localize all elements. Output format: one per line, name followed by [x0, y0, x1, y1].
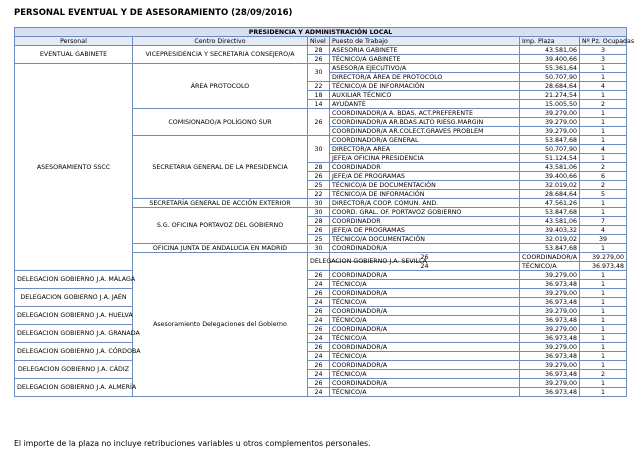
ocupadas-cell: 1 [580, 325, 627, 334]
ocupadas-cell: 4 [580, 82, 627, 91]
nivel-cell: 25 [308, 181, 330, 190]
ocupadas-cell: 1 [580, 109, 627, 118]
puesto-cell: COORDINADOR/A GENERAL [330, 136, 520, 145]
centro-cell: DELEGACION GOBIERNO J.A. SEVILLA [308, 253, 330, 271]
importe-cell: 39.279,00 [580, 253, 627, 262]
importe-cell: 28.684,64 [520, 190, 580, 199]
importe-cell: 36.973,48 [520, 280, 580, 289]
nivel-cell: 26 [308, 325, 330, 334]
nivel-cell: 22 [308, 190, 330, 199]
puesto-cell: JEFE/A DE PROGRAMAS [330, 226, 520, 235]
puesto-cell: COORDINADOR/A [520, 253, 580, 262]
importe-cell: 28.684,64 [520, 82, 580, 91]
col-header-personal: Personal [15, 37, 133, 46]
importe-cell: 39.279,00 [520, 379, 580, 388]
ocupadas-cell: 5 [580, 190, 627, 199]
ocupadas-cell: 1 [580, 316, 627, 325]
ocupadas-cell: 2 [580, 163, 627, 172]
ocupadas-cell: 2 [580, 370, 627, 379]
nivel-cell: 26 [308, 226, 330, 235]
importe-cell: 47.561,26 [520, 199, 580, 208]
puesto-cell: COORDINADOR [330, 163, 520, 172]
centro-cell: DELEGACION GOBIERNO J.A. JAÉN [15, 289, 133, 307]
ocupadas-cell: 1 [580, 334, 627, 343]
ocupadas-cell: 39 [580, 235, 627, 244]
ocupadas-cell: 1 [580, 244, 627, 253]
ocupadas-cell: 7 [580, 217, 627, 226]
importe-cell: 36.973,48 [520, 388, 580, 397]
centro-cell: SECRETARÍA GENERAL DE ACCIÓN EXTERIOR [133, 199, 308, 208]
personal-cell: EVENTUAL GABINETE [15, 46, 133, 64]
puesto-cell: COORDINADOR/A AR.COLECT.GRAVES PROBLEM [330, 127, 520, 136]
importe-cell: 43.581,06 [520, 46, 580, 55]
ocupadas-cell: 4 [580, 145, 627, 154]
table-row [15, 64, 627, 73]
importe-cell: 53.847,68 [520, 136, 580, 145]
nivel-cell: 26 [308, 109, 330, 136]
importe-cell: 39.279,00 [520, 361, 580, 370]
ocupadas-cell: 1 [580, 91, 627, 100]
puesto-cell: TÉCNICO/A [330, 370, 520, 379]
section-header-row [15, 28, 627, 37]
ocupadas-cell: 1 [580, 352, 627, 361]
puesto-cell: TÉCNICO/A [330, 280, 520, 289]
section-title: PRESIDENCIA Y ADMINISTRACIÓN LOCAL [15, 28, 627, 37]
table-row [15, 271, 627, 280]
table-row [15, 325, 627, 334]
puesto-cell: COORDINADOR/A [330, 271, 520, 280]
centro-cell: DELEGACION GOBIERNO J.A. ALMERÍA [15, 379, 133, 397]
puesto-cell: TÉCNICO/A DOCUMENTACIÓN [330, 235, 520, 244]
nivel-cell: 24 [308, 280, 330, 289]
nivel-cell: 24 [330, 262, 520, 271]
importe-cell: 32.019,02 [520, 181, 580, 190]
puesto-cell: COORD. GRAL. OF. PORTAVOZ GOBIERNO [330, 208, 520, 217]
puesto-cell: COORDINADOR/A AR.BDAS.ALTO RIESG.MARGIN [330, 118, 520, 127]
importe-cell: 43.581,06 [520, 163, 580, 172]
ocupadas-cell: 1 [580, 127, 627, 136]
importe-cell: 36.973,48 [520, 316, 580, 325]
puesto-cell: COORDINADOR/A [330, 325, 520, 334]
puesto-cell: JEFE/A OFICINA PRESIDENCIA [330, 154, 520, 163]
col-header-centro: Centro Directivo [133, 37, 308, 46]
centro-cell: DELEGACION GOBIERNO J.A. CÓRDOBA [15, 343, 133, 361]
importe-cell: 39.400,66 [520, 55, 580, 64]
positions-table [14, 27, 635, 397]
col-header-puesto: Puesto de Trabajo [330, 37, 520, 46]
nivel-cell: 26 [308, 343, 330, 352]
puesto-cell: TÉCNICO/A [330, 388, 520, 397]
nivel-cell: 22 [308, 82, 330, 91]
ocupadas-cell: 1 [580, 343, 627, 352]
ocupadas-cell: 2 [580, 181, 627, 190]
puesto-cell: ASESOR/A EJECUTIVO/A [330, 64, 520, 73]
nivel-cell: 26 [330, 253, 520, 262]
puesto-cell: TÉCNICO/A [330, 298, 520, 307]
importe-cell: 39.279,00 [520, 109, 580, 118]
importe-cell: 15.005,50 [520, 100, 580, 109]
ocupadas-cell: 1 [580, 136, 627, 145]
table-row [15, 343, 627, 352]
importe-cell: 36.973,48 [520, 352, 580, 361]
nivel-cell: 30 [308, 244, 330, 253]
ocupadas-cell: 2 [580, 100, 627, 109]
puesto-cell: JEFE/A DE PROGRAMAS [330, 172, 520, 181]
nivel-cell: 24 [308, 352, 330, 361]
importe-cell: 39.279,00 [520, 325, 580, 334]
ocupadas-cell: 3 [580, 46, 627, 55]
ocupadas-cell: 1 [580, 379, 627, 388]
ocupadas-cell: 1 [580, 361, 627, 370]
puesto-cell: COORDINADOR/A A. BDAS. ACT.PREFERENTE [330, 109, 520, 118]
puesto-cell: TÉCNICO/A [520, 262, 580, 271]
centro-cell: S.G. OFICINA PORTAVOZ DEL GOBIERNO [133, 208, 308, 244]
centro-cell: DELEGACION GOBIERNO J.A. MÁLAGA [15, 271, 133, 289]
nivel-cell: 26 [308, 307, 330, 316]
importe-cell: 39.279,00 [520, 118, 580, 127]
importe-cell: 39.279,00 [520, 307, 580, 316]
nivel-cell: 18 [308, 91, 330, 100]
importe-cell: 39.279,00 [520, 271, 580, 280]
centro-cell: VICEPRESIDENCIA Y SECRETARIA CONSEJERO/A [133, 46, 308, 64]
nivel-cell: 24 [308, 388, 330, 397]
importe-cell: 21.274,54 [520, 91, 580, 100]
ocupadas-cell: 1 [580, 307, 627, 316]
ocupadas-cell: 6 [580, 172, 627, 181]
importe-cell: 39.400,66 [520, 172, 580, 181]
importe-cell: 36.973,48 [520, 334, 580, 343]
puesto-cell: COORDINADOR/A [330, 343, 520, 352]
puesto-cell: COORDINADOR/A [330, 361, 520, 370]
table-row [15, 46, 627, 55]
importe-cell: 55.361,64 [520, 64, 580, 73]
ocupadas-cell: 1 [580, 289, 627, 298]
nivel-cell: 26 [308, 172, 330, 181]
nivel-cell: 30 [308, 199, 330, 208]
importe-cell: 50.707,90 [520, 73, 580, 82]
nivel-cell: 26 [308, 289, 330, 298]
importe-cell: 43.581,06 [520, 217, 580, 226]
puesto-cell: DIRECTOR/A AREA [330, 145, 520, 154]
importe-cell: 36.973,48 [520, 298, 580, 307]
centro-cell: DELEGACION GOBIERNO J.A. GRANADA [15, 325, 133, 343]
nivel-cell: 26 [308, 379, 330, 388]
importe-cell: 39.279,00 [520, 127, 580, 136]
puesto-cell: COORDINADOR/A [330, 307, 520, 316]
puesto-cell: TÉCNICO/A [330, 316, 520, 325]
ocupadas-cell: 3 [580, 55, 627, 64]
ocupadas-cell: 1 [580, 199, 627, 208]
nivel-cell: 30 [308, 136, 330, 163]
nivel-cell: 26 [308, 55, 330, 64]
puesto-cell: COORDINADOR/A [330, 289, 520, 298]
footnote: El importe de la plaza no incluye retribuciones variables u otros complementos personales. [14, 439, 371, 448]
puesto-cell: COORDINADOR [330, 217, 520, 226]
centro-cell: DELEGACION GOBIERNO J.A. CÁDIZ [15, 361, 133, 379]
centro-cell: COMISIONADO/A POLÍGONO SUR [133, 109, 308, 136]
table-row [15, 379, 627, 388]
importe-cell: 39.279,00 [520, 289, 580, 298]
puesto-cell: DIRECTOR/A COOP. COMUN. AND. [330, 199, 520, 208]
personal-cell: ASESORAMIENTO SSCC [15, 64, 133, 271]
column-header-row [15, 37, 627, 46]
nivel-cell: 24 [308, 334, 330, 343]
puesto-cell: AYUDANTE [330, 100, 520, 109]
centro-cell: DELEGACION GOBIERNO J.A. HUELVA [15, 307, 133, 325]
nivel-cell: 24 [308, 298, 330, 307]
importe-cell: 39.279,00 [520, 343, 580, 352]
nivel-cell: 25 [308, 235, 330, 244]
ocupadas-cell: 1 [580, 64, 627, 73]
puesto-cell: TÉCNICO/A DE INFORMACIÓN [330, 190, 520, 199]
importe-cell: 53.847,68 [520, 208, 580, 217]
centro-cell: OFICINA JUNTA DE ANDALUCIA EN MADRID [133, 244, 308, 253]
puesto-cell: ASESORIA GABINETE [330, 46, 520, 55]
nivel-cell: 24 [308, 370, 330, 379]
table-row [15, 307, 627, 316]
puesto-cell: AUXILIAR TÉCNICO [330, 91, 520, 100]
nivel-cell: 26 [308, 361, 330, 370]
document-title: PERSONAL EVENTUAL Y DE ASESORAMIENTO (28/09/2016) [14, 8, 293, 18]
importe-cell: 36.973,48 [520, 370, 580, 379]
nivel-cell: 28 [308, 46, 330, 55]
col-header-ocupadas: Nº Pz. Ocupadas [580, 37, 627, 46]
ocupadas-cell: 1 [580, 271, 627, 280]
nivel-cell: 30 [308, 64, 330, 82]
ocupadas-cell: 1 [580, 73, 627, 82]
ocupadas-cell: 4 [580, 226, 627, 235]
puesto-cell: TÉCNICO/A GABINETE [330, 55, 520, 64]
centro-cell: ÁREA PROTOCOLO [133, 64, 308, 109]
puesto-cell: TÉCNICO/A [330, 352, 520, 361]
nivel-cell: 14 [308, 100, 330, 109]
puesto-cell: COORDINADOR/A [330, 379, 520, 388]
puesto-cell: TÉCNICO/A [330, 334, 520, 343]
nivel-cell: 28 [308, 163, 330, 172]
ocupadas-cell: 1 [580, 298, 627, 307]
col-header-importe: Imp. Plaza [520, 37, 580, 46]
ocupadas-cell: 1 [580, 118, 627, 127]
nivel-cell: 28 [308, 217, 330, 226]
nivel-cell: 26 [308, 271, 330, 280]
ocupadas-cell: 1 [580, 388, 627, 397]
puesto-cell: TÉCNICO/A DE DOCUMENTACIÓN [330, 181, 520, 190]
puesto-cell: COORDINADOR/A [330, 244, 520, 253]
table-row [15, 361, 627, 370]
nivel-cell: 24 [308, 316, 330, 325]
table-row [15, 289, 627, 298]
puesto-cell: DIRECTOR/A ÁREA DE PROTOCOLO [330, 73, 520, 82]
importe-cell: 51.124,54 [520, 154, 580, 163]
ocupadas-cell: 1 [580, 208, 627, 217]
importe-cell: 53.847,68 [520, 244, 580, 253]
nivel-cell: 30 [308, 208, 330, 217]
personal-cell: Asesoramiento Delegaciones del Gobierno [133, 253, 308, 397]
col-header-nivel: Nivel [308, 37, 330, 46]
importe-cell: 36.973,48 [580, 262, 627, 271]
puesto-cell: TÉCNICO/A DE INFORMACIÓN [330, 82, 520, 91]
importe-cell: 50.707,90 [520, 145, 580, 154]
ocupadas-cell: 1 [580, 280, 627, 289]
importe-cell: 32.019,02 [520, 235, 580, 244]
ocupadas-cell: 1 [580, 154, 627, 163]
importe-cell: 39.403,32 [520, 226, 580, 235]
centro-cell: SECRETARIA GENERAL DE LA PRESIDENCIA [133, 136, 308, 199]
